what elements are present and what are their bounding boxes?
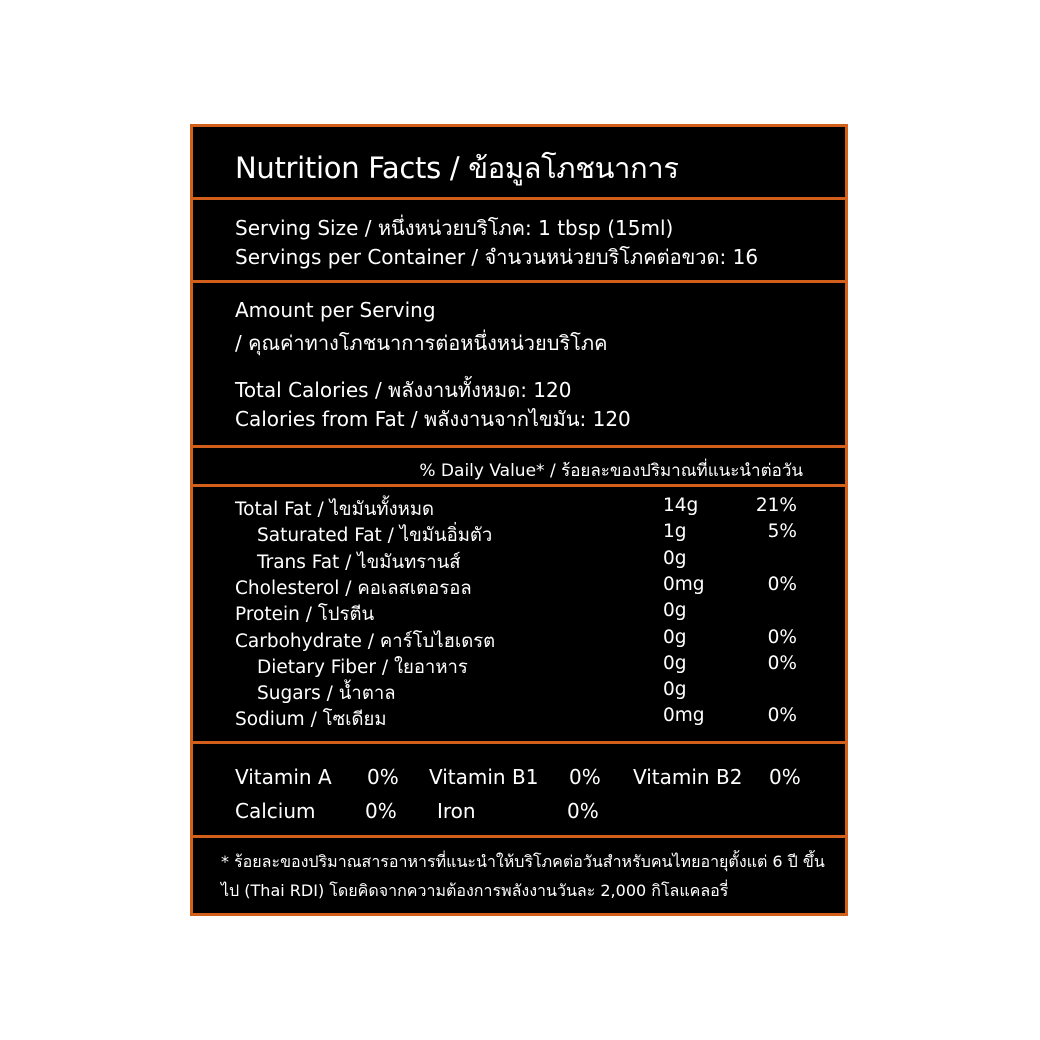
nutrient-amount: 0mg: [663, 705, 705, 727]
nutrient-row: [193, 548, 845, 574]
nutrient-row: [193, 521, 845, 547]
vitamin-a-value: 0%: [367, 765, 399, 789]
divider: [193, 741, 845, 744]
label-title: Nutrition Facts / ข้อมูลโภชนาการ: [235, 151, 679, 185]
vitamin-b1-label: Vitamin B1: [429, 765, 539, 789]
nutrient-amount: 0mg: [663, 573, 705, 595]
divider: [193, 484, 845, 487]
nutrient-row: [193, 495, 845, 521]
iron-label: Iron: [437, 799, 476, 823]
nutrient-name: Trans Fat / ไขมันทรานส์: [257, 551, 461, 573]
nutrition-facts-label: [190, 124, 848, 916]
vitamin-b2-label: Vitamin B2: [633, 765, 743, 789]
nutrient-amount: 0g: [663, 679, 687, 701]
nutrient-name: Protein / โปรตีน: [235, 604, 375, 626]
nutrient-amount: 0g: [663, 547, 687, 569]
footnote: * ร้อยละของปริมาณสารอาหารที่แนะนำให้บริโภคต่อวันสำหรับคนไทยอายุตั้งแต่ 6 ปี ขึ้นไป (Thai RDI) โดยคิดจากความต้องการพลังงานวันละ 2,000 กิโลแคลอรี่: [221, 852, 825, 900]
nutrient-row: [193, 574, 845, 600]
nutrient-daily-value: 0%: [767, 705, 797, 727]
nutrient-amount: 0g: [663, 626, 687, 648]
nutrient-name: Sodium / โซเดียม: [235, 709, 387, 731]
nutrient-daily-value: 21%: [755, 495, 797, 516]
nutrient-name: Cholesterol / คอเลสเตอรอล: [235, 577, 472, 599]
nutrient-row: [193, 679, 845, 705]
divider: [193, 445, 845, 448]
daily-value-header: % Daily Value* / ร้อยละของปริมาณที่แนะนำต่อวัน: [419, 461, 803, 481]
nutrient-name: Total Fat / ไขมันทั้งหมด: [235, 499, 435, 520]
total-calories: Total Calories / พลังงานทั้งหมด: 120: [235, 378, 572, 402]
nutrient-row: [193, 600, 845, 626]
amount-per-serving-thai: / คุณค่าทางโภชนาการต่อหนึ่งหน่วยบริโภค: [235, 331, 608, 355]
nutrient-row: [193, 705, 845, 731]
divider: [193, 835, 845, 838]
nutrient-daily-value: 0%: [767, 652, 797, 674]
nutrient-amount: 0g: [663, 652, 687, 674]
nutrient-amount: 0g: [663, 600, 687, 622]
calories-from-fat: Calories from Fat / พลังงานจากไขมัน: 120: [235, 407, 631, 431]
vitamin-a-label: Vitamin A: [235, 765, 332, 789]
divider: [193, 280, 845, 283]
nutrient-amount: 14g: [663, 495, 699, 516]
nutrient-daily-value: 0%: [767, 573, 797, 595]
nutrient-daily-value: 5%: [767, 521, 797, 543]
iron-value: 0%: [567, 799, 599, 823]
amount-per-serving: Amount per Serving: [235, 298, 436, 322]
calcium-label: Calcium: [235, 799, 316, 823]
nutrient-row: [193, 627, 845, 653]
vitamin-b1-value: 0%: [569, 765, 601, 789]
nutrient-name: Sugars / น้ำตาล: [257, 683, 396, 705]
nutrient-name: Dietary Fiber / ใยอาหาร: [257, 656, 468, 678]
nutrient-name: Carbohydrate / คาร์โบไฮเดรต: [235, 630, 496, 652]
divider: [193, 197, 845, 200]
nutrient-amount: 1g: [663, 521, 687, 543]
serving-size: Serving Size / หนึ่งหน่วยบริโภค: 1 tbsp (15ml): [235, 216, 674, 240]
calcium-value: 0%: [365, 799, 397, 823]
vitamin-b2-value: 0%: [769, 765, 801, 789]
nutrient-row: [193, 653, 845, 679]
nutrient-name: Saturated Fat / ไขมันอิ่มตัว: [257, 525, 493, 547]
servings-per-container: Servings per Container / จำนวนหน่วยบริโภคต่อขวด: 16: [235, 245, 759, 269]
nutrient-daily-value: 0%: [767, 626, 797, 648]
